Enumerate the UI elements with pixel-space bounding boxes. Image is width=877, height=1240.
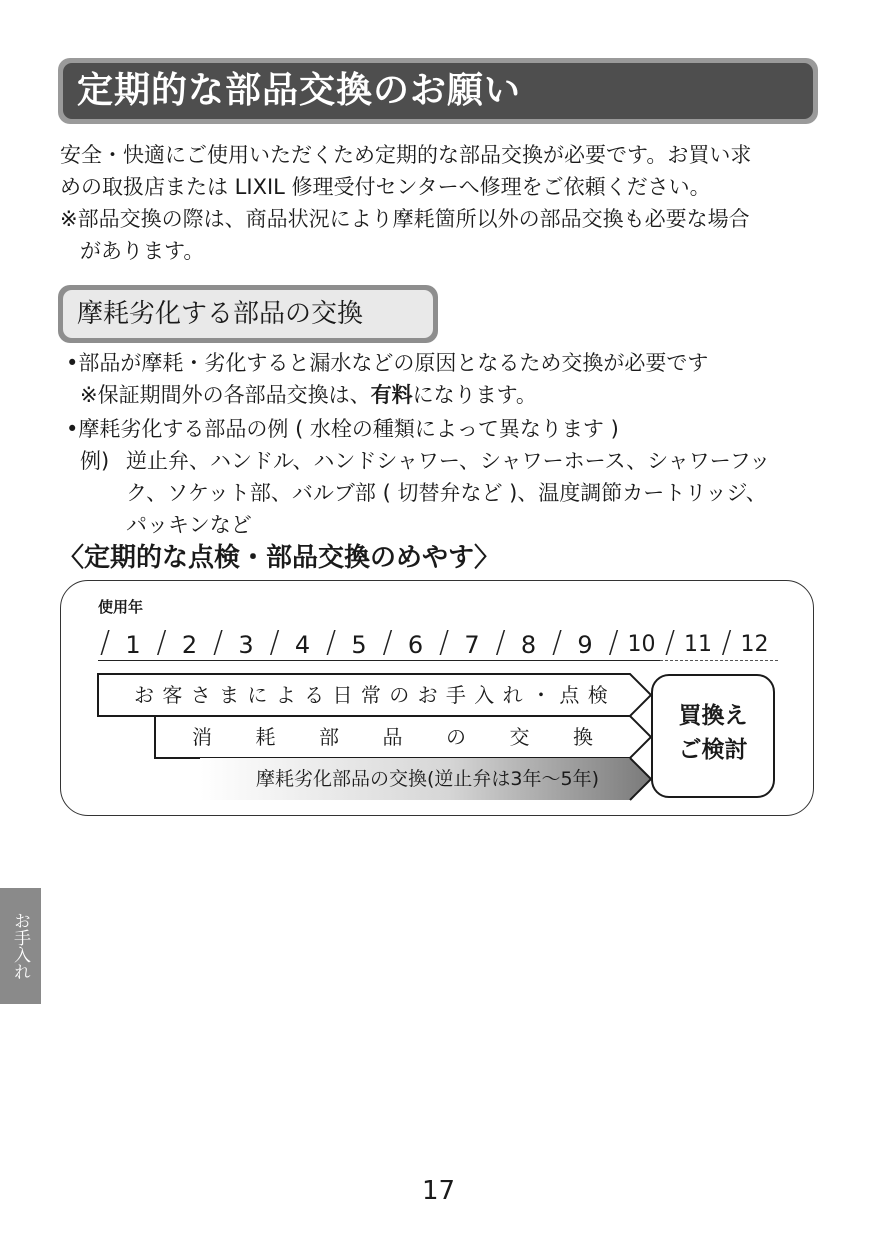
bullet-1-note-prefix: ※保証期間外の各部品交換は、 — [80, 383, 371, 407]
bar-daily-care-label: お 客 さ ま に よ る 日 常 の お 手 入 れ ・ 点 検 — [134, 683, 609, 707]
years-label: 使用年 — [98, 598, 144, 616]
year-1: 1 — [125, 631, 141, 659]
year-4: 4 — [294, 631, 311, 659]
timeline-slash: / — [721, 625, 732, 660]
bar-consumables-char: 交 — [509, 725, 530, 749]
timeline-slash: / — [156, 625, 167, 660]
timeline-slash: / — [269, 625, 280, 660]
replacement-box — [651, 674, 775, 798]
bullet-dot: • — [66, 351, 79, 375]
year-2: 2 — [181, 631, 198, 659]
bullet-1-note-suffix: になります。 — [412, 383, 537, 407]
bar-consumables-char: 部 — [319, 725, 339, 749]
guide-heading: 〈定期的な点検・部品交換のめやす〉 — [58, 543, 501, 573]
year-3: 3 — [238, 631, 254, 659]
timeline-slash: / — [665, 625, 676, 660]
bar-consumables-char: 消 — [192, 725, 212, 749]
timeline-slash: / — [382, 625, 393, 660]
timeline-slash: / — [326, 625, 337, 660]
bar-consumables-char: 耗 — [255, 725, 276, 749]
year-8: 8 — [520, 631, 537, 659]
example-line-1: 逆止弁、ハンドル、ハンドシャワー、シャワーホース、シャワーフッ — [126, 449, 771, 473]
timeline-slash: / — [213, 625, 224, 660]
bar-consumables-char: の — [446, 725, 466, 749]
year-5: 5 — [351, 631, 367, 659]
timeline-slash: / — [552, 625, 563, 660]
page-title: 定期的な部品交換のお願い — [63, 63, 813, 119]
page-number: 17 — [421, 1176, 456, 1206]
timeline-slash: / — [608, 625, 619, 660]
intro-note-line-2: があります。 — [80, 239, 205, 263]
year-9: 9 — [577, 631, 593, 659]
bullet-1-note-bold: 有料 — [370, 383, 413, 407]
intro-line-2: めの取扱店または LIXIL 修理受付センターへ修理をご依頼ください。 — [60, 175, 711, 199]
year-7: 7 — [464, 631, 480, 659]
intro-line-1: 安全・快適にご使用いただくため定期的な部品交換が必要です。お買い求 — [60, 143, 752, 167]
replacement-line-2: ご検討 — [678, 737, 748, 763]
replacement-line-1: 買換え — [678, 703, 748, 729]
side-tab-care: お手入れ — [0, 888, 41, 1004]
year-6: 6 — [407, 631, 424, 659]
bullet-1-text: 部品が摩耗・劣化すると漏水などの原因となるため交換が必要です — [78, 351, 709, 375]
section-heading: 摩耗劣化する部品の交換 — [63, 290, 433, 338]
year-12: 12 — [740, 632, 769, 657]
example-line-2: ク、ソケット部、バルブ部 ( 切替弁など )、温度調節カートリッジ、 — [126, 481, 767, 505]
bar-consumables-char: 換 — [573, 725, 593, 749]
bar-consumables-char: 品 — [382, 725, 403, 749]
year-10: 10 — [627, 632, 656, 657]
timeline-slash: / — [495, 625, 506, 660]
bullet-dot: • — [66, 417, 79, 441]
example-line-3: パッキンなど — [126, 513, 252, 537]
intro-note-line-1: ※部品交換の際は、商品状況により摩耗箇所以外の部品交換も必要な場合 — [60, 207, 750, 231]
timeline-slash: / — [100, 625, 111, 660]
bar-wear-parts-label: 摩耗劣化部品の交換(逆止弁は3年～5年) — [256, 768, 600, 790]
bullet-2-text: 摩耗劣化する部品の例 ( 水栓の種類によって異なります ) — [78, 417, 619, 441]
year-11: 11 — [684, 632, 712, 657]
timeline-slash: / — [439, 625, 450, 660]
example-label: 例) — [80, 449, 110, 473]
